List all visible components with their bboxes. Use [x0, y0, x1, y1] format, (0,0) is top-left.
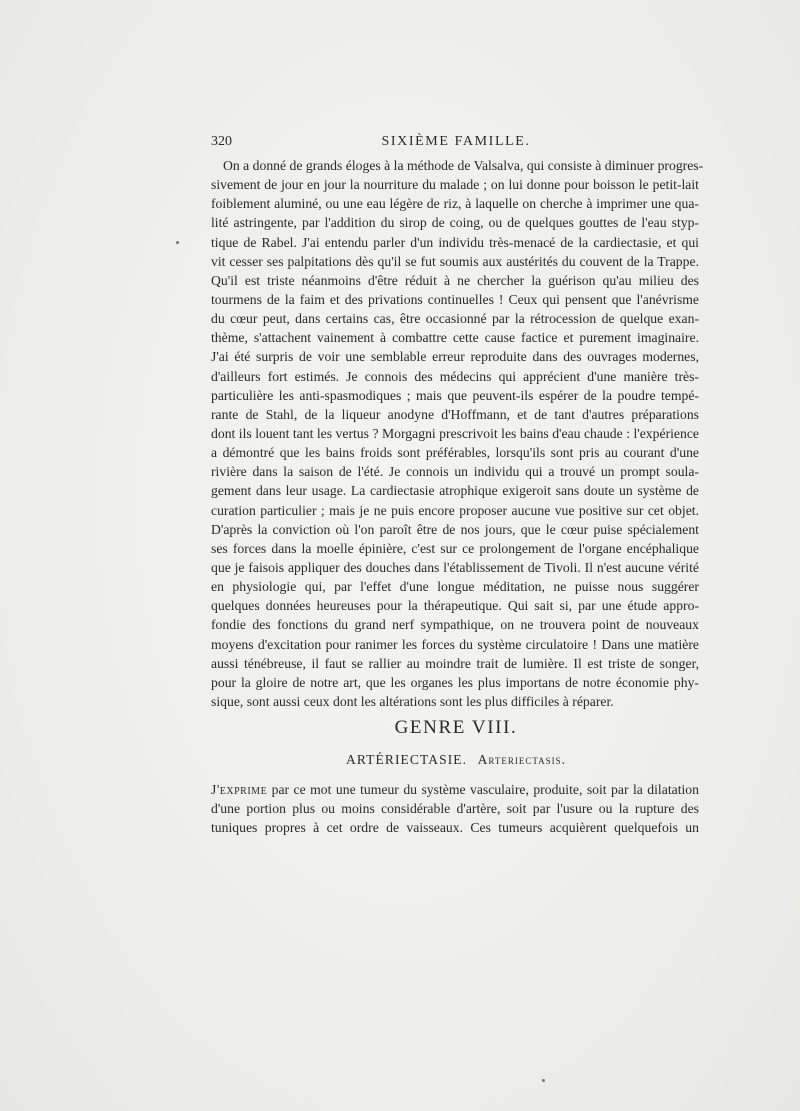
text-line: en physiologie qui, par l'effet d'une longue méditation, ne puisse nous suggérer	[211, 579, 699, 595]
text-line: tuniques propres à cet ordre de vaisseaux. Ces tumeurs acquièrent quelquefois un	[211, 820, 699, 836]
text-line: quelques données heureuses pour la thérapeutique. Qui sait si, par une étude appro-	[211, 598, 699, 614]
text-line: D'après la conviction où l'on paroît être de nos jours, que le cœur puise spécialement	[211, 521, 699, 537]
text-line: que je faisois appliquer des douches dans l'établissement de Tivoli. Il n'est aucune vérité	[211, 559, 699, 575]
genre-heading: GENRE VIII.	[394, 717, 518, 738]
text-line: moyens d'excitation pour ranimer les forces du système circulatoire ! Dans une matière	[211, 636, 699, 652]
text-line: dont ils louent tant les vertus ? Morgagni prescrivoit les bains d'eau chaude : l'expérience	[211, 425, 699, 441]
running-head	[211, 132, 701, 154]
genre-name: ARTÉRIECTASIE.	[346, 752, 468, 767]
text-line: foiblement aluminé, ou une eau légère de riz, à laquelle on cherche à imprimer une qua-	[211, 196, 699, 212]
text-line: particulière les anti-spasmodiques ; mais que peuvent-ils espérer de la poudre tempé-	[211, 387, 699, 403]
text-line: tourmens de la faim et des privations continuelles ! Ceux qui pensent que l'anévrisme	[211, 291, 699, 307]
text-line: rante de Stahl, de la liqueur anodyne d'Hoffmann, et de tant d'autres préparations	[211, 406, 699, 422]
text-line: sivement de jour en jour la nourriture du malade ; on lui donne pour boisson le petit-lait	[211, 177, 699, 193]
paper-speck	[542, 1079, 545, 1082]
section-title: SIXIÈME FAMILLE.	[381, 134, 531, 149]
paragraph-treatment	[211, 156, 704, 711]
text-line: fondie des fonctions du grand nerf sympathique, on ne trouvera point de nouveaux	[211, 617, 699, 633]
text-line: aussi ténébreuse, il faut se rallier au moindre trait de lumière. Il est triste de songer,	[211, 655, 699, 671]
text-line: du cœur peut, dans certains cas, être occasionné par la rétrocession de quelque exan-	[211, 311, 699, 327]
text-line: a démontré que les bains froids sont préférables, lorsqu'ils sont pris au courant d'une	[211, 445, 699, 461]
genre-latin-name: Arteriectasis.	[477, 752, 566, 767]
text-line: vit cesser ses palpitations dès qu'il se fut soumis aux austérités du couvent de la Trappe.	[211, 253, 699, 269]
first-line-rest: par ce mot une tumeur du système vasculaire, produite, soit par la dilatation	[267, 782, 699, 797]
text-line	[211, 780, 699, 799]
text-line: J'ai été surpris de voir une semblable erreur reproduite dans des ouvrages modernes,	[211, 349, 699, 365]
text-line: Qu'il est triste néanmoins d'être réduit à ne chercher la guérison qu'au milieu des	[211, 272, 699, 288]
text-line: gement dans leur usage. La cardiectasie atrophique exigeroit sans doute un système de	[211, 483, 699, 499]
text-line: On a donné de grands éloges à la méthode de Valsalva, qui consiste à diminuer progres-	[223, 158, 704, 173]
text-line: curation particulier ; mais je ne puis encore proposer aucune vue positive sur cet objet.	[211, 502, 699, 518]
text-line: pour la gloire de notre art, que les organes les plus importans de notre économie phy-	[211, 674, 699, 690]
text-line: d'une portion plus ou moins considérable d'artère, soit par l'usure ou la rupture des	[211, 801, 699, 817]
text-line: lité astringente, par l'addition du sirop de coing, ou de quelques gouttes de l'eau styp-	[211, 215, 699, 231]
text-line: tique de Rabel. J'ai entendu parler d'un individu très-menacé de la cardiectasie, et qui	[211, 234, 699, 250]
paragraph-definition	[211, 780, 699, 837]
text-line: thème, s'attachent vainement à combattre cette cause factice et purement imaginaire.	[211, 330, 699, 346]
text-line: ses forces dans la moelle épinière, c'est sur ce prolongement de l'organe encéphalique	[211, 540, 699, 556]
page-number: 320	[211, 134, 232, 149]
text-line: sique, sont aussi ceux dont les altérations sont les plus difficiles à réparer.	[211, 693, 614, 709]
paper-speck	[176, 241, 179, 244]
text-line: d'ailleurs fort estimés. Je connois des médecins qui apprécient d'une manière très-	[211, 368, 699, 384]
dropword: J'exprime	[211, 782, 268, 797]
text-line: rivière dans la saison de l'été. Je connois un individu qui a trouvé un prompt soula-	[211, 464, 699, 480]
genre-subheading	[211, 752, 701, 768]
